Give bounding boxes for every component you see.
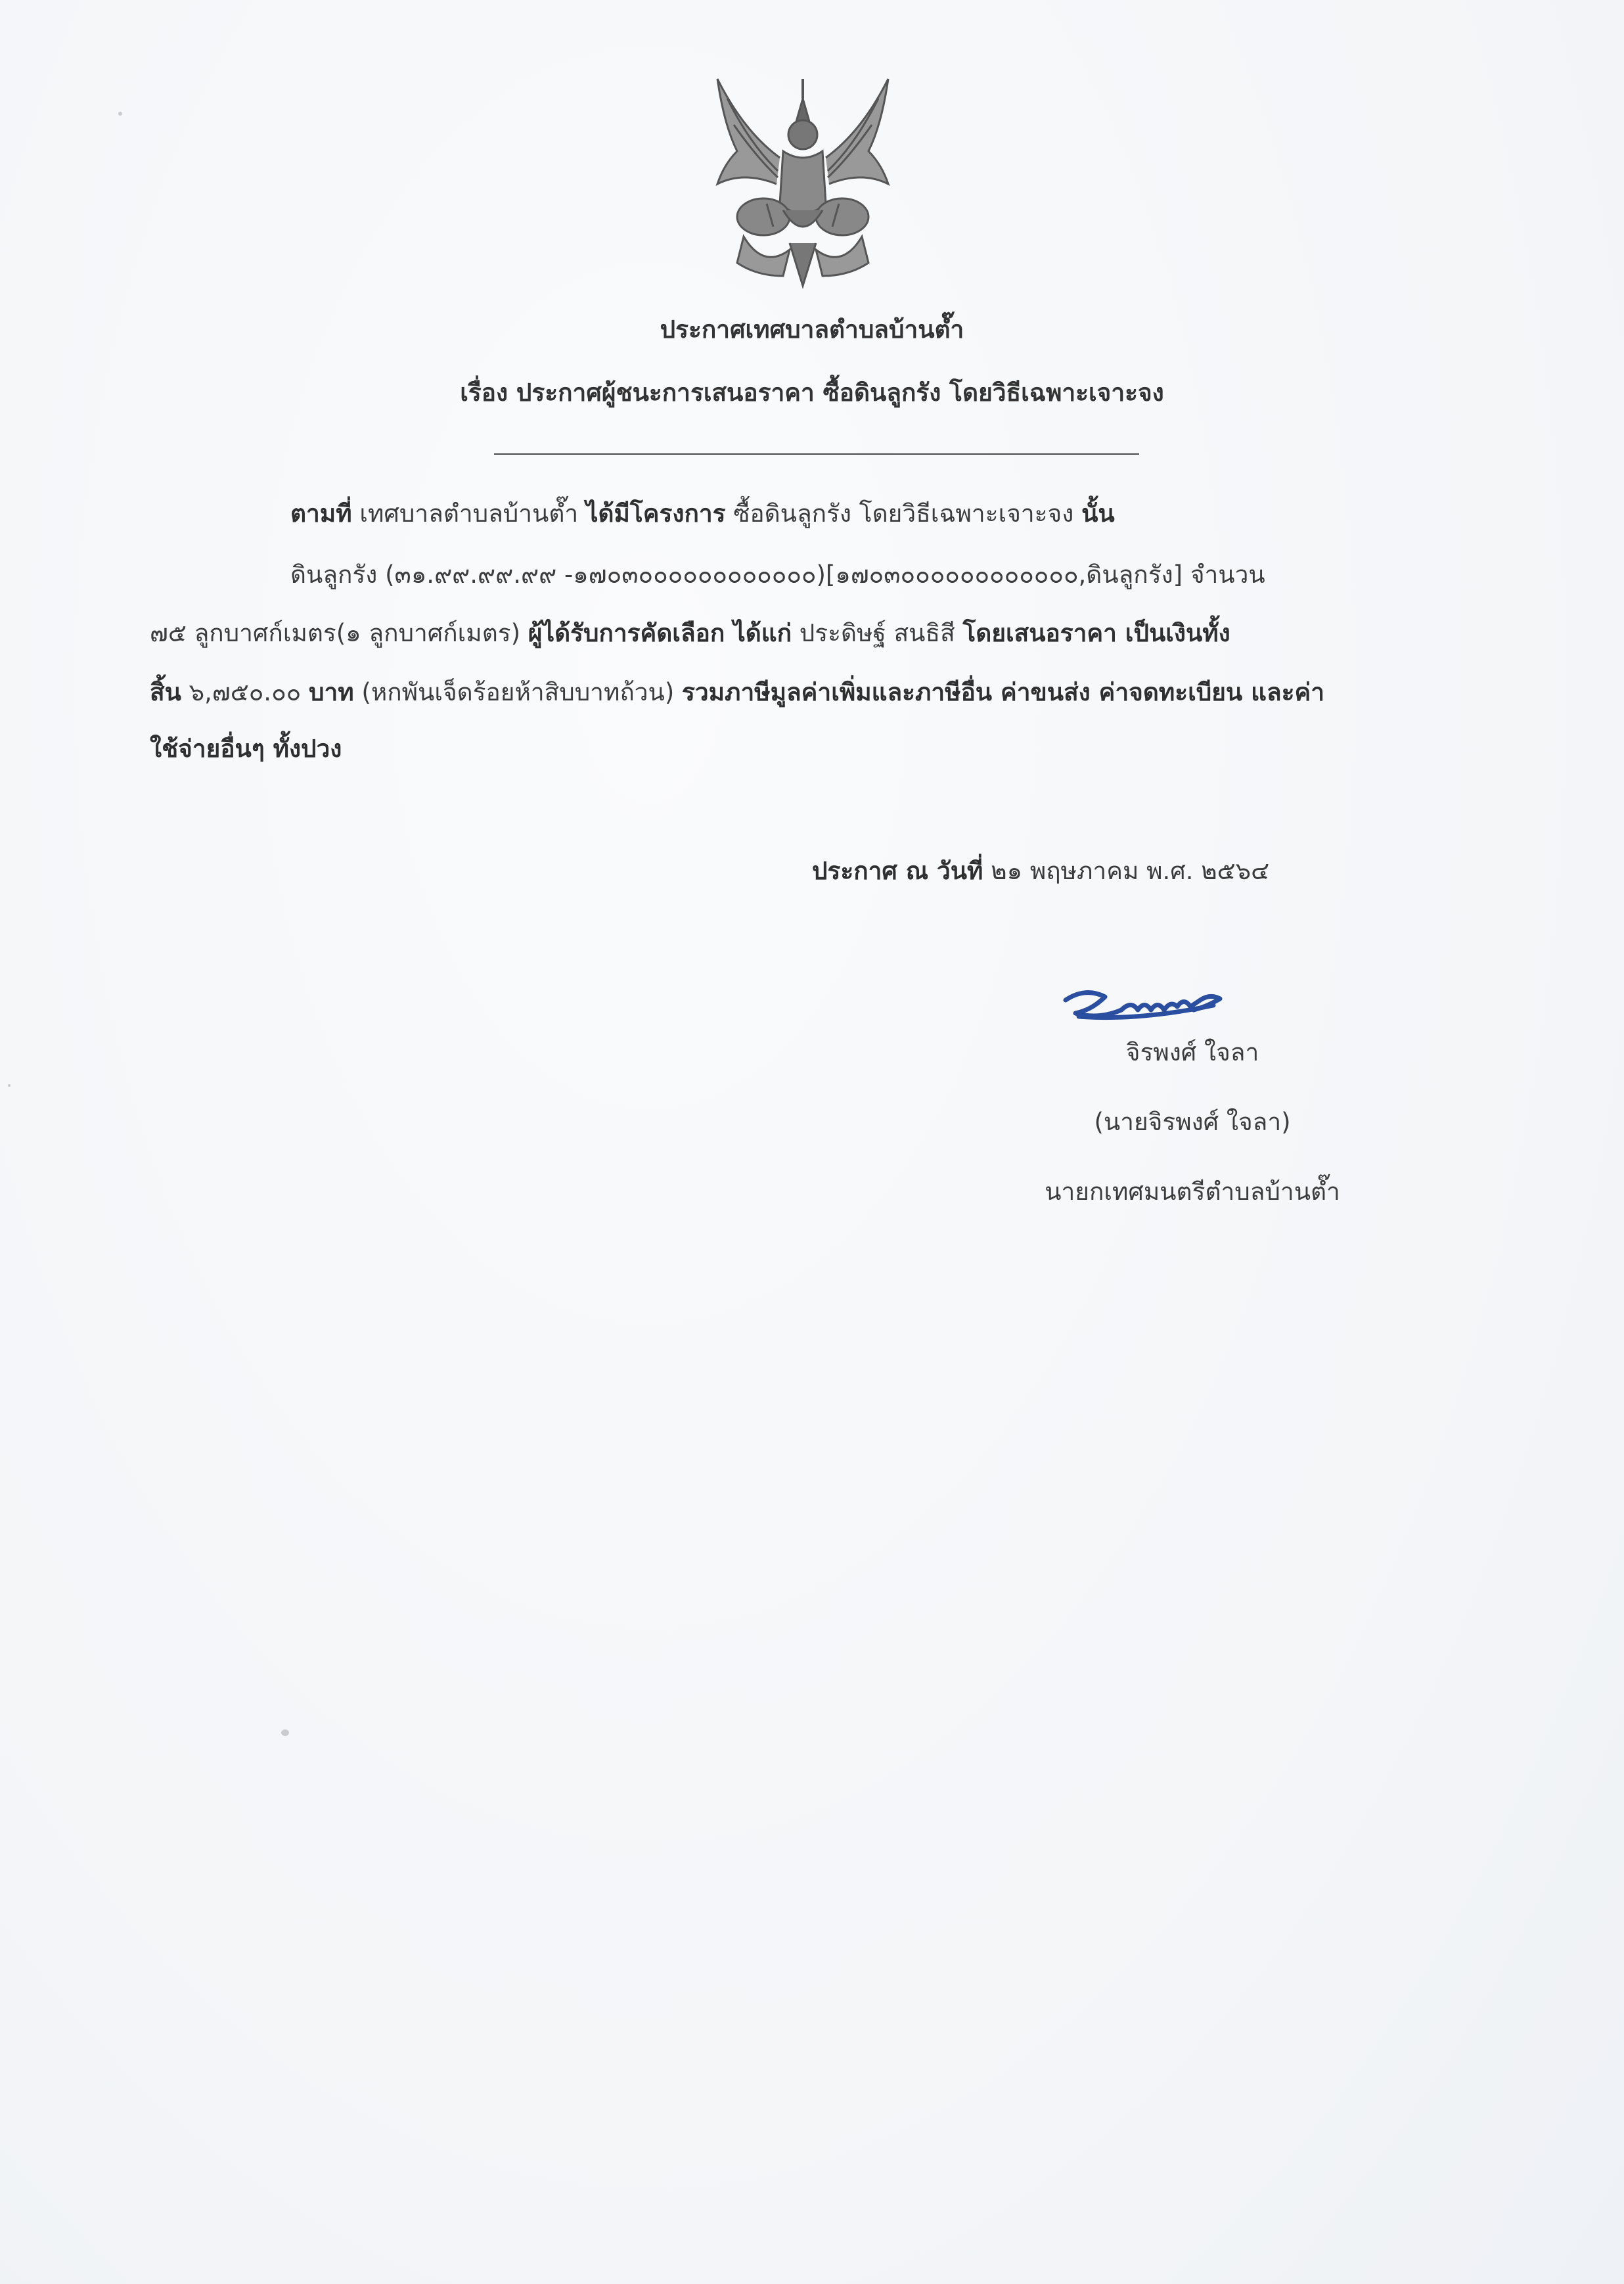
date-label: ประกาศ ณ วันที่ [812,857,983,885]
body-line-3 [150,614,1230,652]
text-bold: ตามที่ [290,499,352,528]
date-value: ๒๑ พฤษภาคม พ.ศ. ๒๕๖๔ [983,857,1270,885]
signer-full-name: (นายจิรพงศ์ ใจลา) [1094,1108,1291,1136]
text: ประดิษฐ์ สนธิสี [792,619,963,647]
announcement-title: ประกาศเทศบาลตำบลบ้านต๊ำ [660,315,964,344]
signer-position: นายกเทศมนตรีตำบลบ้านต๊ำ [1045,1177,1340,1206]
body-line-1 [290,494,1115,533]
text-bold: ได้มีโครงการ [585,499,726,528]
text-bold: โดยเสนอราคา เป็นเงินทั้ง [962,619,1230,647]
signer-name: จิรพงศ์ ใจลา [1125,1038,1259,1066]
text: ๗๕ ลูกบาศก์เมตร(๑ ลูกบาศก์เมตร) [150,619,528,647]
announcement-date [812,852,1269,890]
body-line-5 [150,729,342,768]
text: ๖,๗๕๐.๐๐ [181,678,309,706]
announcement-subject: เรื่อง ประกาศผู้ชนะการเสนอราคา ซื้อดินลูกรัง โดยวิธีเฉพาะเจาะจง [460,378,1164,407]
body-line-2: ดินลูกรัง (๓๑.๙๙.๙๙.๙๙ -๑๗๐๓๐๐๐๐๐๐๐๐๐๐๐๐)[๑๗๐๓๐๐๐๐๐๐๐๐๐๐๐๐,ดินลูกรัง] จำนวน [290,560,1265,589]
text-bold: รวมภาษีมูลค่าเพิ่มและภาษีอื่น ค่าขนส่ง ค่าจดทะเบียน และค่า [682,678,1325,706]
text: เทศบาลตำบลบ้านต๊ำ [351,499,586,528]
text-bold: นั้น [1081,499,1115,528]
paper-speck [281,1729,289,1736]
divider [494,453,1139,455]
paper-speck [118,112,122,116]
handwritten-signature [1059,974,1230,1033]
text-bold: บาท [309,678,354,706]
body-line-4 [150,673,1324,712]
text: ซื้อดินลูกรัง โดยวิธีเฉพาะเจาะจง [725,499,1082,528]
paper-speck [8,1084,11,1087]
text-bold: ใช้จ่ายอื่นๆ ทั้งปวง [150,735,342,763]
text-bold: สิ้น [150,678,181,706]
garuda-emblem-icon [704,72,901,289]
text-bold: ผู้ได้รับการคัดเลือก ได้แก่ [528,619,792,647]
text: (หกพันเจ็ดร้อยห้าสิบบาทถ้วน) [353,678,683,706]
